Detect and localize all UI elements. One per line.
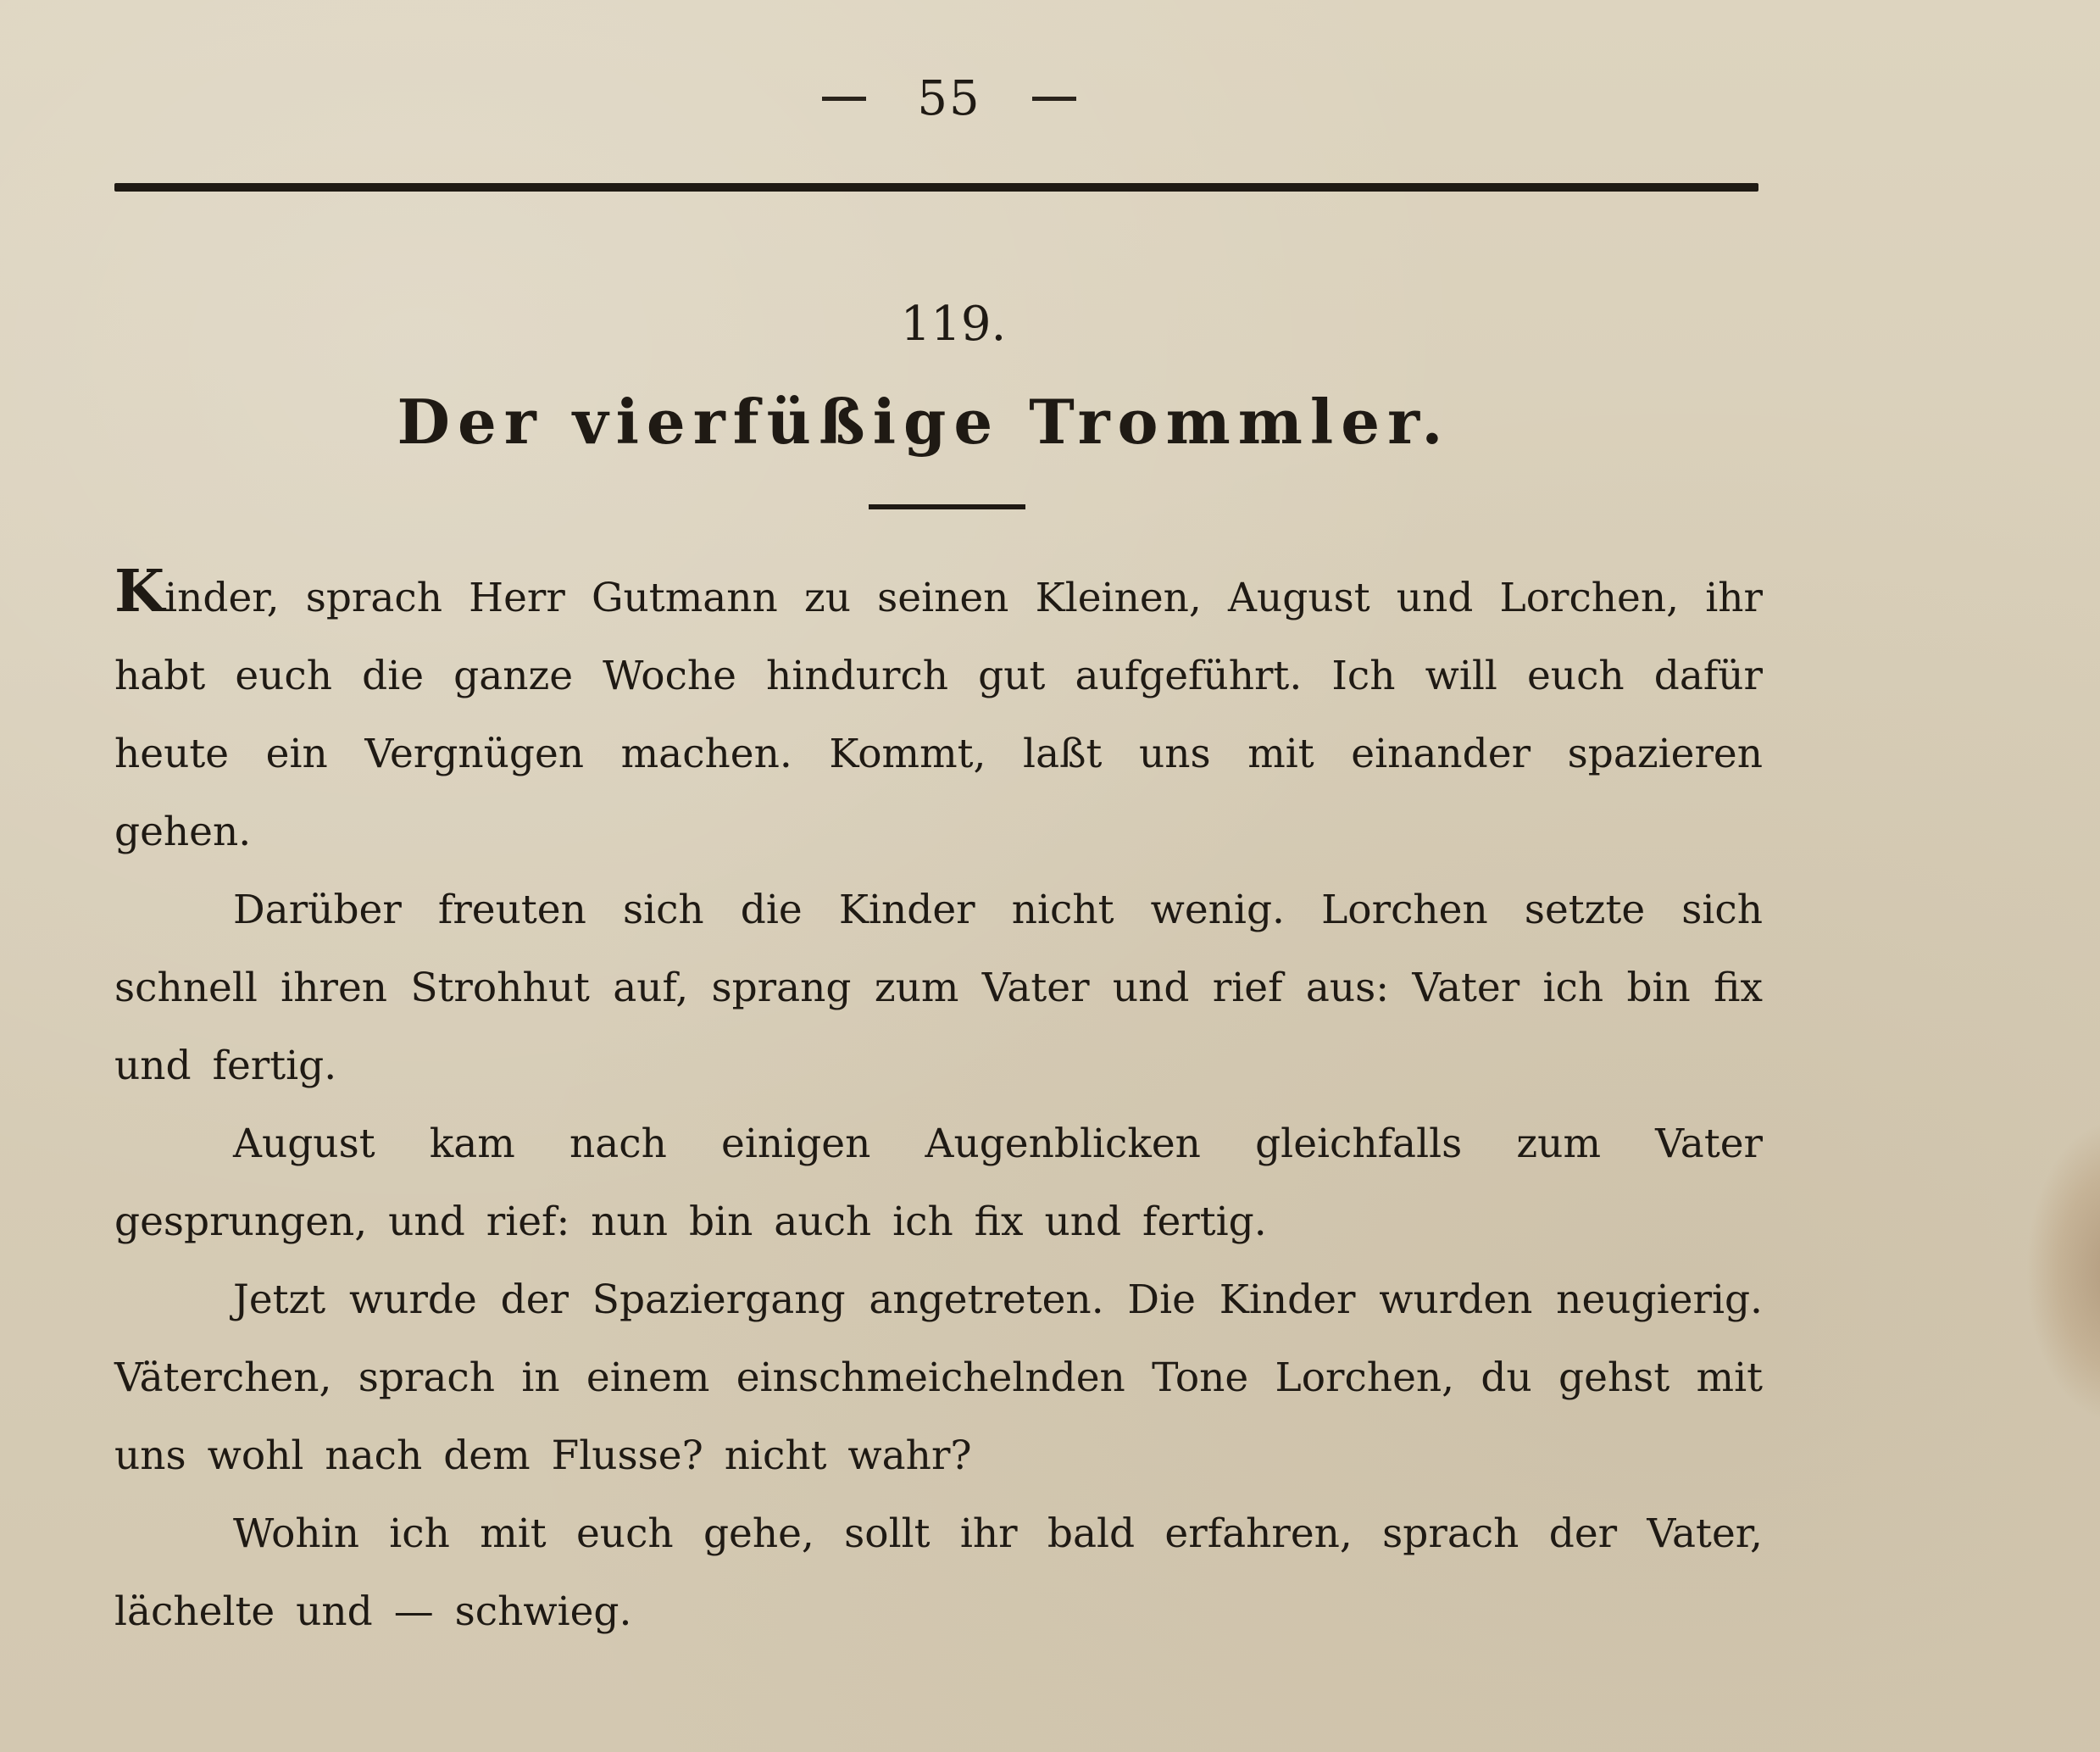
paragraph-4: Jetzt wurde der Spaziergang angetreten. Die Kinder wurden neugierig. Väterchen, sprach in einem einschmeichelnden Tone Lorchen, du gehst mit uns wohl nach dem Flusse? nicht wahr? [114,1276,1763,1479]
page-number-header [805,71,1093,126]
header-rule [114,183,1758,192]
paragraph-2: Darüber freuten sich die Kinder nicht wenig. Lorchen setzte sich schnell ihren Strohhut auf, sprang zum Vater und rief aus: Vater ich bin fix und fertig. [114,887,1763,1089]
drop-cap: K [114,558,165,626]
story-number: 119. [900,297,1007,352]
story-body [114,559,1763,1651]
header-dash-right [1032,97,1076,101]
paragraph-1 [114,559,1763,871]
paper-stain [2025,1119,2100,1424]
header-dash-left [822,97,866,101]
paragraph-1-text: inder, sprach Herr Gutmann zu seinen Kleinen, August und Lorchen, ihr habt euch die ganze Woche hindurch gut aufgeführt. Ich will euch dafür heute ein Vergnügen machen. Kommt, laßt uns mit einander spazieren gehen. [114,575,1763,855]
paragraph-5: Wohin ich mit euch gehe, sollt ihr bald erfahren, sprach der Vater, lächelte und — schwieg. [114,1510,1763,1635]
page-number: 55 [917,71,981,126]
title-divider [869,504,1025,509]
paragraph-3: August kam nach einigen Augenblicken gleichfalls zum Vater gesprungen, und rief: nun bin auch ich fix und fertig. [114,1121,1763,1245]
story-title: Der vierfüßige Trommler. [397,386,1451,458]
